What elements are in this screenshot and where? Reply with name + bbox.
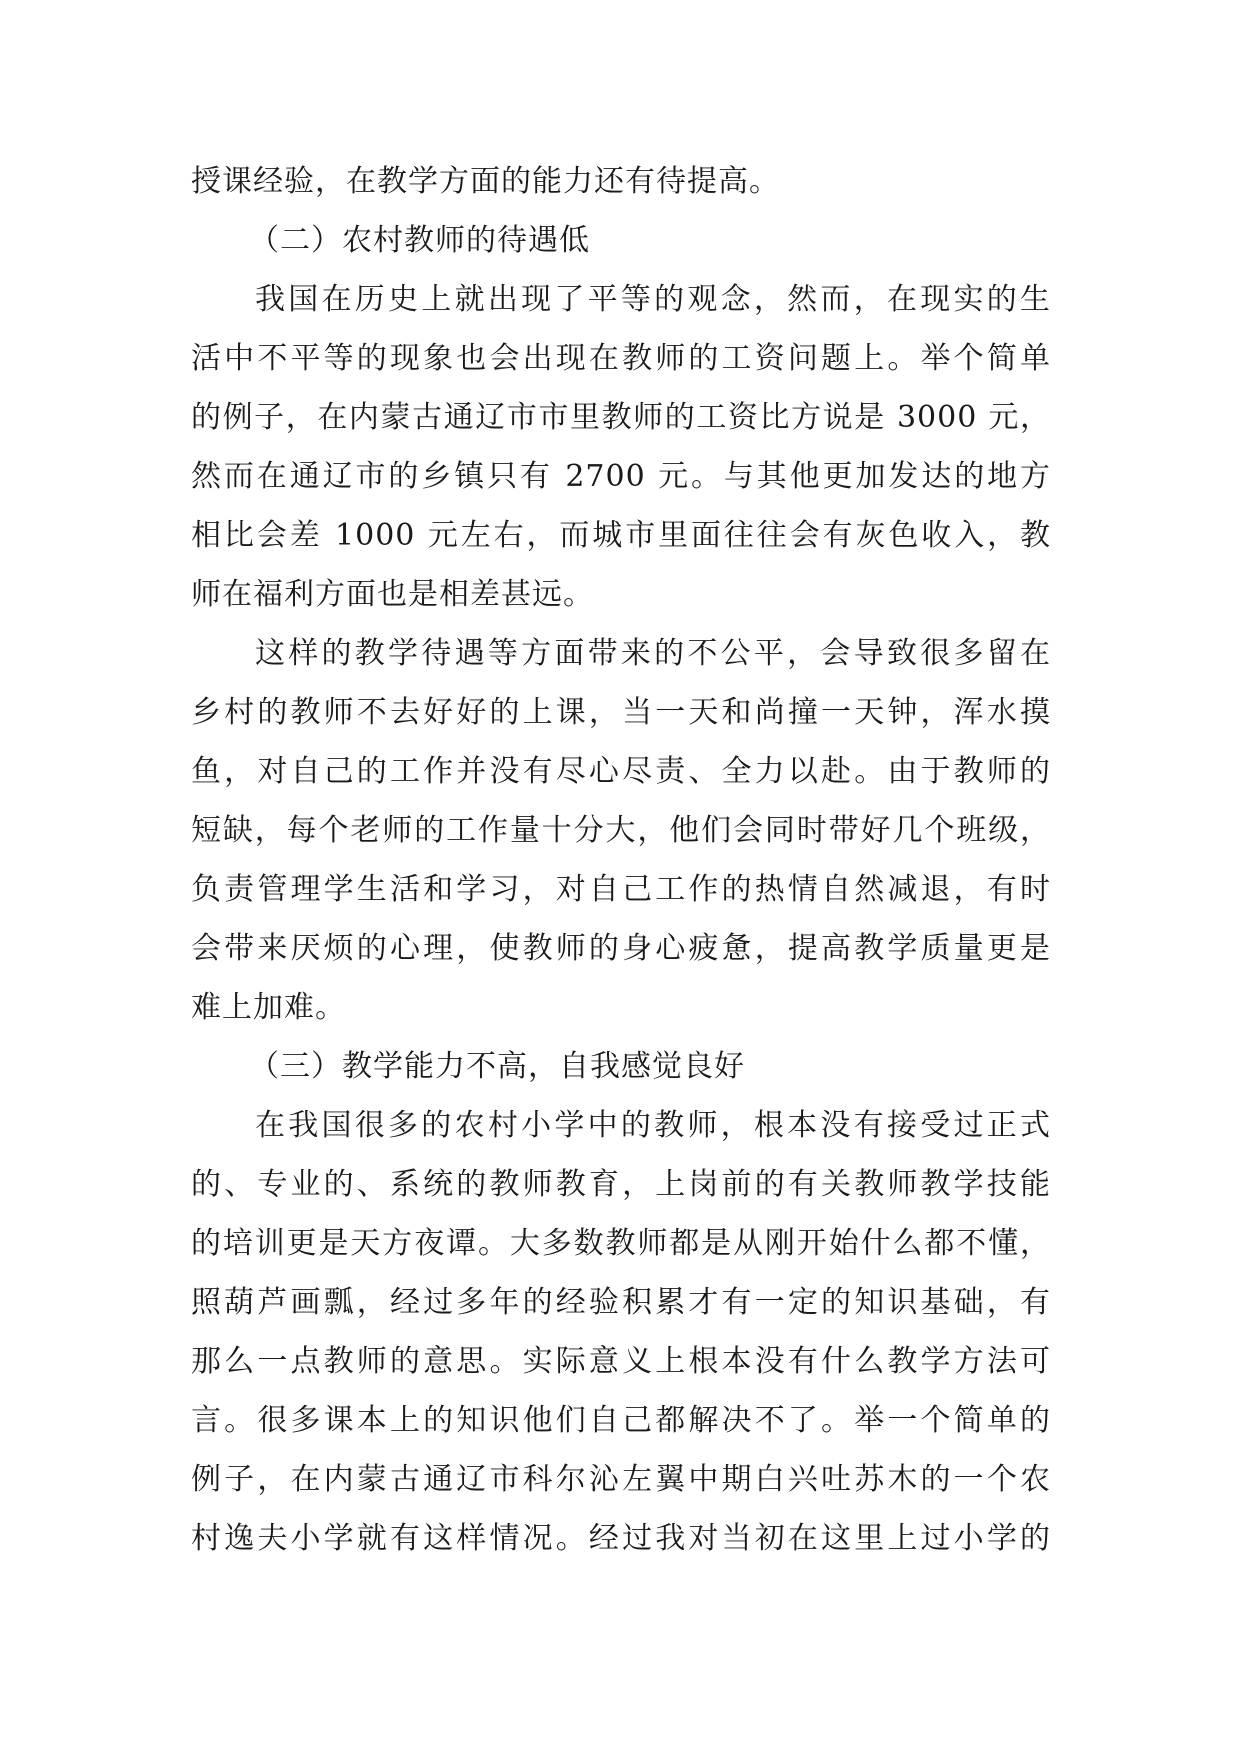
- paragraph-line: 在我国很多的农村小学中的教师，根本没有接受过正式: [255, 1108, 1051, 1143]
- paragraph-line: 鱼，对自己的工作并没有尽心尽责、全力以赴。由于教师的: [191, 754, 1051, 789]
- paragraph-line: 难上加难。: [191, 990, 346, 1025]
- paragraph-line: 那么一点教师的意思。实际意义上根本没有什么教学方法可: [191, 1344, 1051, 1379]
- paragraph-line: 照葫芦画瓢，经过多年的经验积累才有一定的知识基础，有: [191, 1285, 1051, 1320]
- paragraph-line: 的培训更是天方夜谭。大多数教师都是从刚开始什么都不懂，: [191, 1226, 1051, 1261]
- section-heading: （二）农村教师的待遇低: [249, 223, 590, 258]
- paragraph-line: 活中不平等的现象也会出现在教师的工资问题上。举个简单: [191, 341, 1051, 376]
- body-text: [191, 152, 1051, 1568]
- paragraph-line: 师在福利方面也是相差甚远。: [191, 577, 594, 612]
- paragraph-line: 短缺，每个老师的工作量十分大，他们会同时带好几个班级，: [191, 813, 1051, 848]
- paragraph-line: 这样的教学待遇等方面带来的不公平，会导致很多留在: [255, 636, 1051, 671]
- paragraph-line: 例子，在内蒙古通辽市科尔沁左翼中期白兴吐苏木的一个农: [191, 1462, 1051, 1497]
- paragraph-line: 负责管理学生活和学习，对自己工作的热情自然减退，有时: [191, 872, 1051, 907]
- paragraph-line: 的例子，在内蒙古通辽市市里教师的工资比方说是 3000 元，: [191, 400, 1051, 435]
- paragraph-line: 乡村的教师不去好好的上课，当一天和尚撞一天钟，浑水摸: [191, 695, 1051, 730]
- paragraph-line: 的、专业的、系统的教师教育，上岗前的有关教师教学技能: [191, 1167, 1051, 1202]
- paragraph-line: 村逸夫小学就有这样情况。经过我对当初在这里上过小学的: [191, 1521, 1051, 1556]
- paragraph-line: 我国在历史上就出现了平等的观念，然而，在现实的生: [255, 282, 1051, 317]
- section-heading: （三）教学能力不高，自我感觉良好: [249, 1049, 745, 1084]
- paragraph-line: 然而在通辽市的乡镇只有 2700 元。与其他更加发达的地方: [191, 459, 1051, 494]
- paragraph-line: 言。很多课本上的知识他们自己都解决不了。举一个简单的: [191, 1403, 1051, 1438]
- paragraph-line: 相比会差 1000 元左右，而城市里面往往会有灰色收入，教: [191, 518, 1051, 553]
- paragraph-line: 授课经验，在教学方面的能力还有待提高。: [191, 164, 780, 199]
- paragraph-line: 会带来厌烦的心理，使教师的身心疲惫，提高教学质量更是: [191, 931, 1051, 966]
